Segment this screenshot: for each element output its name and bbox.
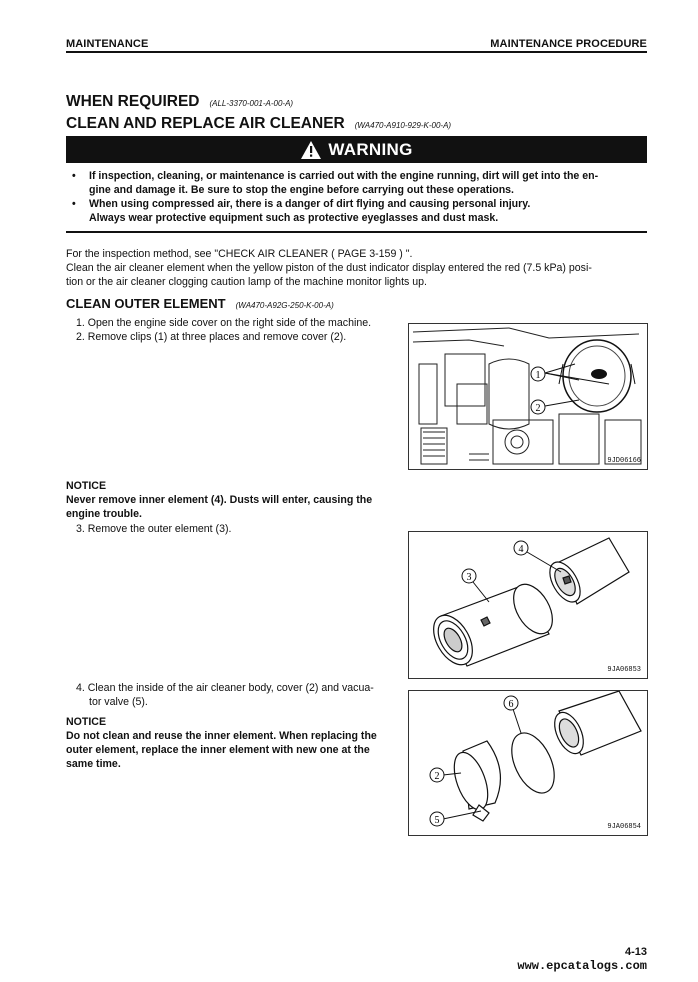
warning-bar bbox=[66, 136, 647, 163]
callout-3-text: 3 bbox=[466, 572, 472, 583]
figure-3-code: 9JA06854 bbox=[607, 823, 641, 831]
notice-1-line-1: Never remove inner element (4). Dusts will enter, causing the bbox=[66, 494, 373, 506]
step-1: 1. Open the engine side cover on the right side of the machine. bbox=[76, 317, 372, 329]
warning-triangle-icon bbox=[300, 140, 322, 160]
footer-url: www.epcatalogs.com bbox=[517, 959, 647, 973]
warning-line-2: gine and damage it. Be sure to stop the engine before carrying out these operations. bbox=[89, 184, 515, 196]
callout-6 bbox=[504, 696, 518, 710]
warning-label: WARNING bbox=[328, 139, 413, 159]
figure-cover-and-valve bbox=[408, 690, 648, 836]
callout-1-text: 1 bbox=[535, 370, 541, 381]
notice-1-label: NOTICE bbox=[66, 480, 107, 492]
step-3: 3. Remove the outer element (3). bbox=[76, 523, 232, 535]
callout-5 bbox=[430, 812, 444, 826]
notice-2-line-3: same time. bbox=[66, 758, 121, 770]
notice-2-line-2: outer element, replace the inner element with new one at the bbox=[66, 744, 370, 756]
warning-line-1: If inspection, cleaning, or maintenance is carried out with the engine running, dirt will get into the en- bbox=[89, 170, 599, 182]
step-4-line-2: tor valve (5). bbox=[89, 696, 148, 708]
bullet-dot-1: • bbox=[72, 170, 76, 182]
title-main: WHEN REQUIRED bbox=[66, 93, 200, 110]
warning-bottom-rule bbox=[66, 231, 647, 233]
callout-2-text: 2 bbox=[535, 403, 541, 414]
section-code: (WA470-A92G-250-K-00-A) bbox=[235, 301, 334, 310]
notice-1-line-2: engine trouble. bbox=[66, 508, 142, 520]
title-sub-code: (WA470-A910-929-K-00-A) bbox=[354, 121, 452, 130]
notice-2-label: NOTICE bbox=[66, 716, 107, 728]
header-rule bbox=[66, 51, 647, 53]
bullet-dot-2: • bbox=[72, 198, 76, 210]
warning-line-3: When using compressed air, there is a danger of dirt flying and causing personal injury. bbox=[89, 198, 531, 210]
outer-inner-element-illustration bbox=[409, 532, 647, 678]
callout-2 bbox=[531, 400, 545, 414]
cover-valve-illustration bbox=[409, 691, 647, 835]
figure-1-code: 9JD06166 bbox=[607, 457, 641, 465]
callout-4-text: 4 bbox=[518, 544, 524, 555]
step-4-line-1: 4. Clean the inside of the air cleaner body, cover (2) and vacua- bbox=[76, 682, 374, 694]
callout-6-text: 6 bbox=[508, 699, 514, 710]
page-number: 4-13 bbox=[624, 946, 647, 958]
section-title: CLEAN OUTER ELEMENT bbox=[66, 296, 226, 311]
header-left: MAINTENANCE bbox=[66, 38, 149, 50]
engine-compartment-illustration bbox=[409, 324, 647, 469]
figure-outer-element bbox=[408, 531, 648, 679]
figure-engine-compartment bbox=[408, 323, 648, 470]
title-sub: CLEAN AND REPLACE AIR CLEANER bbox=[66, 115, 345, 132]
notice-2-line-1: Do not clean and reuse the inner element. When replacing the bbox=[66, 730, 377, 742]
callout-2b bbox=[430, 768, 444, 782]
callout-2b-text: 2 bbox=[434, 771, 440, 782]
warning-line-4: Always wear protective equipment such as protective eyeglasses and dust mask. bbox=[89, 212, 499, 224]
header-right: MAINTENANCE PROCEDURE bbox=[490, 38, 647, 50]
title-main-code: (ALL-3370-001-A-00-A) bbox=[209, 99, 294, 108]
title-when-required bbox=[66, 93, 293, 111]
intro-line-2: Clean the air cleaner element when the yellow piston of the dust indicator display entered the red (7.5 kPa) posi- bbox=[66, 262, 592, 274]
section-heading bbox=[66, 296, 334, 311]
title-clean-replace bbox=[66, 115, 451, 133]
callout-5-text: 5 bbox=[434, 815, 440, 826]
intro-line-3: tion or the air cleaner clogging caution lamp of the machine monitor lights up. bbox=[66, 276, 427, 288]
callout-3 bbox=[462, 569, 476, 583]
intro-line-1: For the inspection method, see "CHECK AIR CLEANER ( PAGE 3-159 ) ". bbox=[66, 248, 413, 260]
callout-1 bbox=[531, 367, 545, 381]
step-2: 2. Remove clips (1) at three places and remove cover (2). bbox=[76, 331, 347, 343]
figure-2-code: 9JA06853 bbox=[607, 666, 641, 674]
callout-4 bbox=[514, 541, 528, 555]
